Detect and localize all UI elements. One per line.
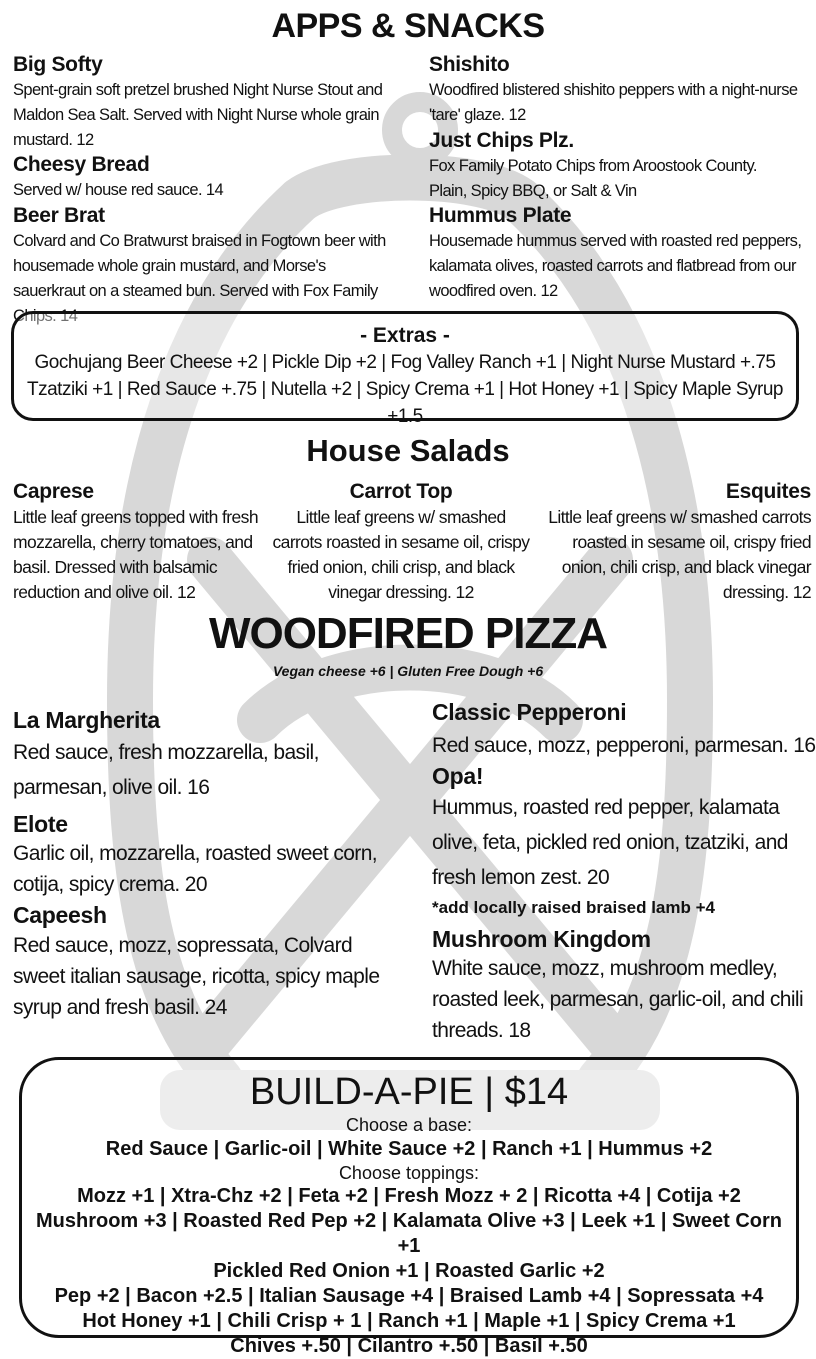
item-desc: Hummus, roasted red pepper, kalamata olive, feta, pickled red onion, tzatziki, and fresh lemon zest. 20	[432, 796, 788, 889]
salad-esquites	[548, 479, 811, 605]
app-hummus-plate	[429, 203, 804, 304]
salad-carrot-top	[270, 479, 532, 605]
pizza-subtitle: Vegan cheese +6 | Gluten Free Dough +6	[272, 663, 544, 679]
build-title: BUILD-A-PIE | $14	[249, 1071, 569, 1113]
item-desc: Spent-grain soft pretzel brushed Night Nurse Stout and Maldon Sea Salt. Served with Night Nurse whole grain mustard. 12	[13, 81, 383, 149]
item-desc: Colvard and Co Bratwurst braised in Fogtown beer with housemade whole grain mustard, and Morse's sauerkraut on a steamed bun. Served with Fox Family Chips. 14	[13, 232, 386, 325]
toppings-line-1: Mozz +1 | Xtra-Chz +2 | Feta +2 | Fresh Mozz + 2 | Ricotta +4 | Cotija +2	[77, 1185, 741, 1207]
pizza-title: WOODFIRED PIZZA	[208, 609, 608, 658]
item-name: Hummus Plate	[429, 204, 572, 227]
pizza-capeesh	[13, 900, 408, 1023]
salads-title: House Salads	[306, 433, 510, 468]
lamb-addon-note: *add locally raised braised lamb +4	[432, 898, 715, 917]
pizza-classic-pepperoni	[432, 697, 816, 765]
item-desc: Little leaf greens w/ smashed carrots roasted in sesame oil, crispy fried onion, chili crisp, and black vinegar dressing. 12	[548, 507, 811, 602]
app-shishito	[429, 52, 804, 128]
extras-line-1: Gochujang Beer Cheese +2 | Pickle Dip +2 | Fog Valley Ranch +1 | Night Nurse Mustard +.75	[34, 352, 776, 373]
item-name: Esquites	[725, 480, 811, 503]
toppings-line-2: Mushroom +3 | Roasted Red Pep +2 | Kalamata Olive +3 | Leek +1 | Sweet Corn +1	[36, 1210, 782, 1257]
base-options: Red Sauce | Garlic-oil | White Sauce +2 | Ranch +1 | Hummus +2	[105, 1138, 713, 1160]
build-a-pie-box	[19, 1057, 799, 1357]
item-desc: Red sauce, mozz, sopressata, Colvard sweet italian sausage, ricotta, spicy maple syrup and fresh basil. 24	[13, 934, 380, 1019]
item-name: Carrot Top	[349, 480, 453, 503]
item-desc: Housemade hummus served with roasted red peppers, kalamata olives, roasted carrots and flatbread from our woodfired oven. 12	[429, 232, 802, 300]
item-desc: Red sauce, mozz, pepperoni, parmesan. 16	[432, 734, 816, 757]
pizza-la-margherita	[13, 705, 408, 805]
app-cheesy-bread	[13, 152, 388, 203]
apps-title: APPS & SNACKS	[271, 7, 545, 45]
app-just-chips	[429, 128, 769, 204]
base-label: Choose a base:	[345, 1115, 473, 1135]
item-name: Just Chips Plz.	[429, 129, 574, 152]
item-name: Shishito	[429, 53, 510, 76]
item-name: Caprese	[13, 480, 94, 503]
salad-caprese	[13, 479, 275, 605]
toppings-line-4: Pep +2 | Bacon +2.5 | Italian Sausage +4 | Braised Lamb +4 | Sopressata +4	[54, 1285, 764, 1307]
item-name: Beer Brat	[13, 204, 105, 227]
item-desc: White sauce, mozz, mushroom medley, roasted leek, parmesan, garlic-oil, and chili threads. 18	[432, 957, 804, 1042]
pizza-opa	[432, 762, 816, 895]
toppings-line-6: Chives +.50 | Cilantro +.50 | Basil +.50	[230, 1335, 588, 1357]
extras-title: - Extras -	[360, 324, 450, 347]
toppings-line-3: Pickled Red Onion +1 | Roasted Garlic +2	[213, 1260, 605, 1282]
item-name: Opa!	[432, 763, 484, 789]
item-name: Capeesh	[13, 902, 107, 928]
item-name: Cheesy Bread	[13, 153, 150, 176]
app-big-softy	[13, 52, 388, 153]
item-desc: Little leaf greens w/ smashed carrots roasted in sesame oil, crispy fried onion, chili crisp, and black vinegar dressing. 12	[272, 507, 530, 602]
item-desc: Fox Family Potato Chips from Aroostook County. Plain, Spicy BBQ, or Salt & Vin	[429, 157, 757, 200]
pizza-mushroom-kingdom	[432, 925, 816, 1046]
item-name: La Margherita	[13, 707, 160, 733]
toppings-label: Choose toppings:	[338, 1163, 480, 1183]
item-desc: Garlic oil, mozzarella, roasted sweet corn, cotija, spicy crema. 20	[13, 842, 378, 896]
item-name: Big Softy	[13, 53, 103, 76]
item-name: Mushroom Kingdom	[432, 926, 651, 952]
item-desc: Little leaf greens topped with fresh mozzarella, cherry tomatoes, and basil. Dressed with balsamic reduction and olive oil. 12	[13, 507, 258, 602]
item-desc: Served w/ house red sauce. 14	[13, 181, 224, 199]
extras-line-2: Tzatziki +1 | Red Sauce +.75 | Nutella +2 | Spicy Crema +1 | Hot Honey +1 | Spicy Maple Syrup +1.5	[27, 379, 783, 427]
item-name: Elote	[13, 811, 68, 837]
extras-box	[11, 311, 799, 427]
item-desc: Red sauce, fresh mozzarella, basil, parmesan, olive oil. 16	[13, 741, 319, 799]
item-name: Classic Pepperoni	[432, 699, 627, 725]
toppings-line-5: Hot Honey +1 | Chili Crisp + 1 | Ranch +1 | Maple +1 | Spicy Crema +1	[82, 1310, 736, 1332]
item-desc: Woodfired blistered shishito peppers with a night-nurse 'tare' glaze. 12	[429, 81, 798, 124]
pizza-elote	[13, 810, 408, 900]
